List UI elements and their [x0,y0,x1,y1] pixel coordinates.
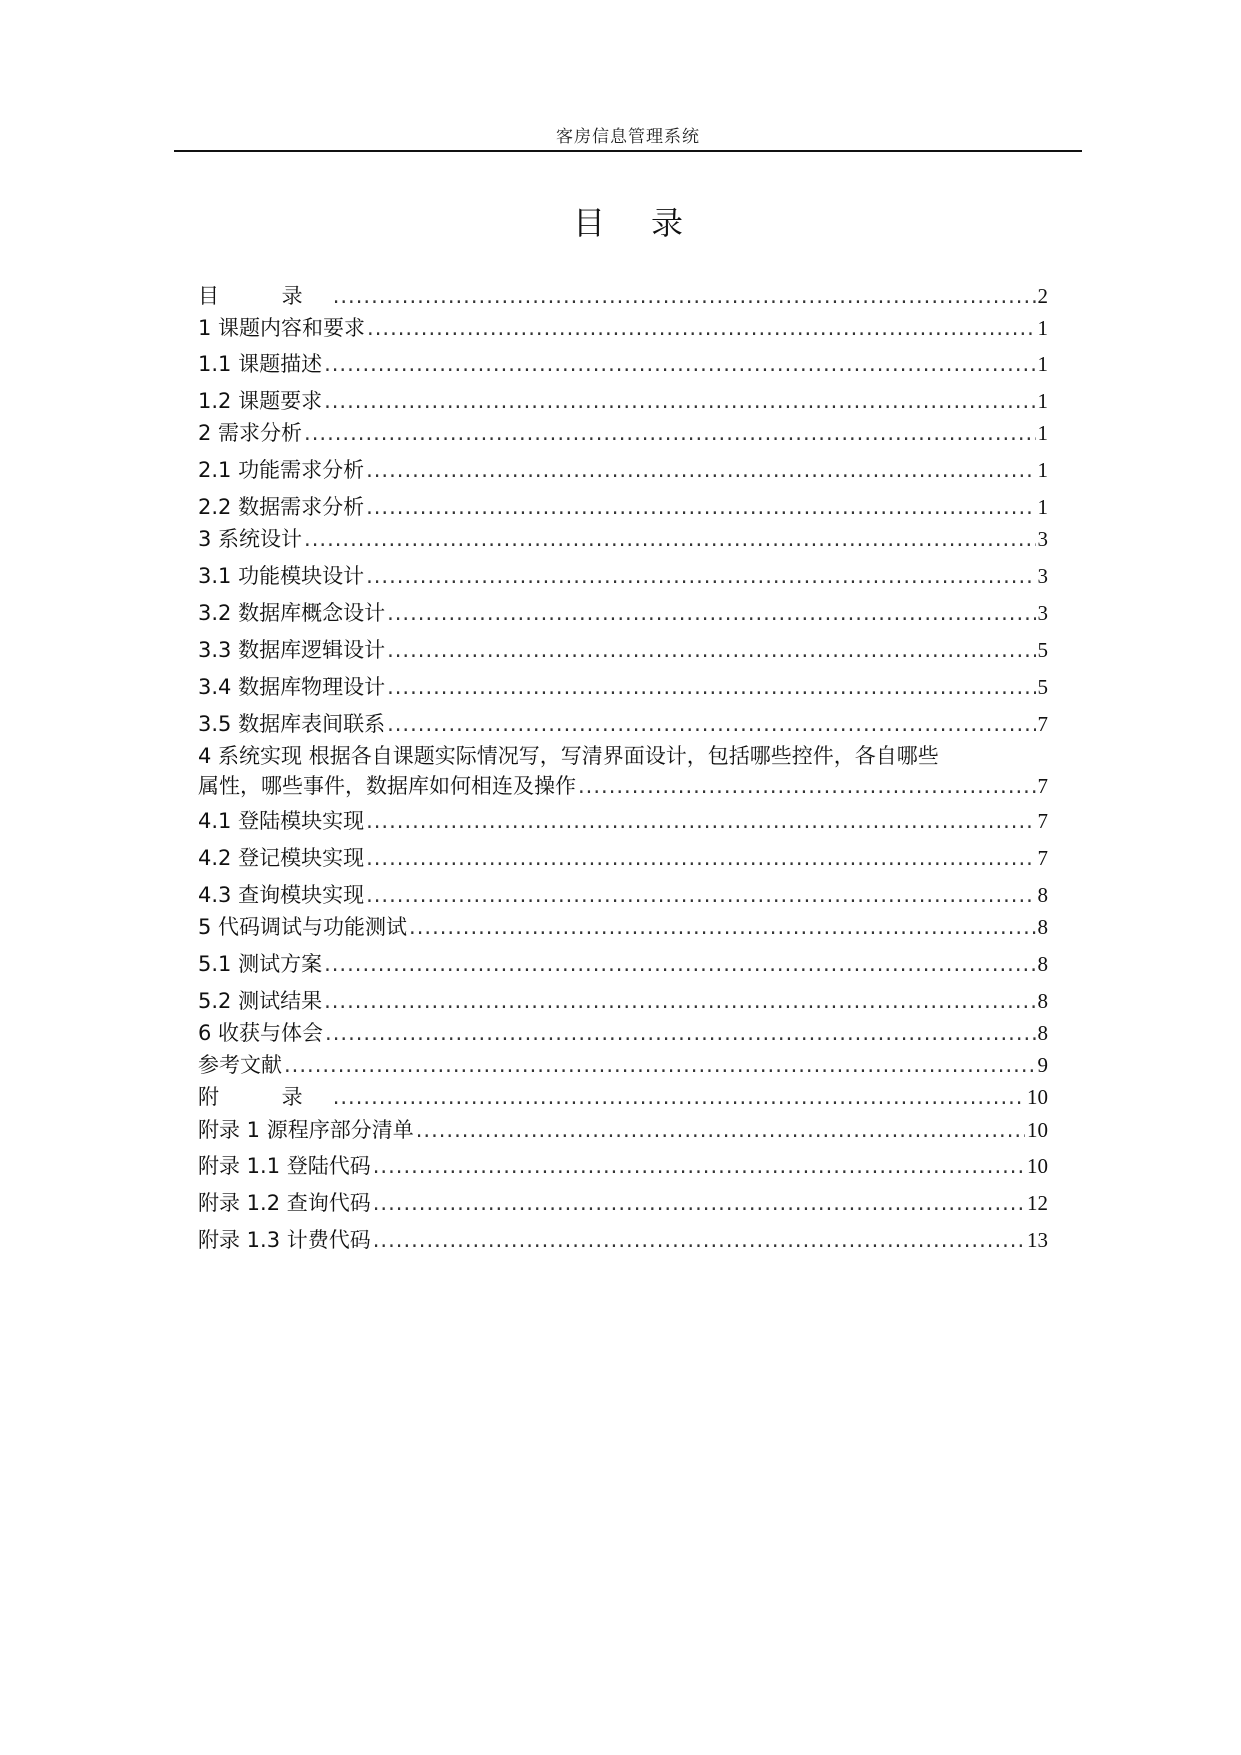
toc-entry-label: 3.4 数据库物理设计 [198,675,386,699]
toc-title: 目录 [572,204,729,242]
toc-entry-page: 9 [1037,1053,1048,1077]
toc-leader [325,1019,1035,1047]
toc-entry-label-line1: 4 系统实现 根据各自课题实际情况写，写清界面设计，包括哪些控件，各自哪些 [198,744,939,768]
toc-entry-page: 7 [1037,809,1048,833]
toc-entry-page: 2 [1037,284,1048,308]
toc-entry[interactable] [198,1189,1048,1217]
toc-entry[interactable] [198,419,1048,447]
toc-leader [367,314,1035,342]
toc-entry-label: 附 录 [198,1085,331,1109]
toc-entry[interactable] [198,1051,1048,1079]
toc-leader [387,636,1035,664]
toc-entry-page: 1 [1037,316,1048,340]
toc-entry[interactable] [198,599,1048,627]
toc-entry[interactable] [198,1226,1048,1254]
toc-entry[interactable] [198,881,1048,909]
toc-entry-page: 7 [1037,846,1048,870]
toc-entry-label: 5 代码调试与功能测试 [198,915,408,939]
toc-leader [387,599,1035,627]
toc-entry[interactable] [198,950,1048,978]
toc-leader [324,950,1035,978]
toc-entry[interactable] [198,1019,1048,1047]
toc-entry-page: 10 [1027,1085,1048,1109]
toc-entry-page: 8 [1037,952,1048,976]
toc-leader [373,1189,1025,1217]
toc-entry-label: 3.2 数据库概念设计 [198,601,386,625]
toc-entry-page: 1 [1037,352,1048,376]
toc-entry-label: 2 需求分析 [198,421,303,445]
toc-entry-page: 10 [1027,1154,1048,1178]
toc-entry-page: 12 [1027,1191,1048,1215]
toc-leader [387,710,1035,738]
toc-leader [578,772,1036,800]
toc-entry[interactable] [198,807,1048,835]
toc-entry[interactable] [198,1083,1048,1111]
toc-leader [366,807,1035,835]
toc-entry-label: 3 系统设计 [198,527,303,551]
toc-entry-page: 8 [1037,883,1048,907]
toc-leader [366,493,1035,521]
toc-entry-page: 7 [1037,774,1048,798]
toc-entry[interactable] [198,562,1048,590]
toc-entry-label: 参考文献 [198,1053,282,1077]
toc-entry-page: 3 [1037,564,1048,588]
toc-entry-page: 1 [1037,389,1048,413]
toc-leader [333,1083,1025,1111]
header-rule [174,150,1082,152]
toc-entry-label: 2.2 数据需求分析 [198,495,365,519]
toc-leader [333,282,1036,310]
toc-entry-label: 4.1 登陆模块实现 [198,809,365,833]
toc-entry-label: 附录 1.3 计费代码 [198,1228,371,1252]
toc-entry-page: 3 [1037,601,1048,625]
toc-leader [304,525,1035,553]
toc-entry-page: 3 [1037,527,1048,551]
toc-entry[interactable] [198,493,1048,521]
toc-entry-page: 5 [1037,675,1048,699]
toc-entry-label: 3.3 数据库逻辑设计 [198,638,386,662]
toc-leader [284,1051,1036,1079]
toc-entry-page: 5 [1037,638,1048,662]
toc-entry[interactable] [198,987,1048,1015]
toc-entry-label: 2.1 功能需求分析 [198,458,365,482]
toc-entry-page: 7 [1037,712,1048,736]
toc-entry-page: 8 [1037,915,1048,939]
toc-entry-page: 1 [1037,495,1048,519]
toc-entry-label: 附录 1.1 登陆代码 [198,1154,371,1178]
toc-entry[interactable] [198,742,1048,800]
toc-leader [324,350,1035,378]
toc-entry-label: 4.2 登记模块实现 [198,846,365,870]
toc-entry[interactable] [198,913,1048,941]
toc-entry[interactable] [198,456,1048,484]
toc-entry[interactable] [198,314,1048,342]
toc-leader [366,562,1035,590]
toc-leader [366,456,1035,484]
toc-leader [366,844,1035,872]
toc-entry[interactable] [198,844,1048,872]
toc-leader [304,419,1035,447]
toc-entry-page: 1 [1037,421,1048,445]
toc-entry-label: 3.1 功能模块设计 [198,564,365,588]
toc-entry-page: 8 [1037,1021,1048,1045]
toc-entry[interactable] [198,525,1048,553]
toc-entry-label: 1.1 课题描述 [198,352,323,376]
toc-entry-label: 6 收获与体会 [198,1021,324,1045]
toc-entry-label: 3.5 数据库表间联系 [198,712,386,736]
toc-entry-label: 4.3 查询模块实现 [198,883,365,907]
toc-entry[interactable] [198,710,1048,738]
toc-entry-label: 5.2 测试结果 [198,989,323,1013]
toc-entry[interactable] [198,1152,1048,1180]
toc-entry-page: 1 [1037,458,1048,482]
toc-entry[interactable] [198,387,1048,415]
toc-entry-page: 8 [1037,989,1048,1013]
toc-leader [416,1116,1025,1144]
toc-entry[interactable] [198,350,1048,378]
toc-entry-label: 附录 1.2 查询代码 [198,1191,371,1215]
toc-leader [373,1226,1025,1254]
toc-entry[interactable] [198,282,1048,310]
toc-entry-page: 13 [1027,1228,1048,1252]
toc-leader [366,881,1035,909]
running-header: 客房信息管理系统 [556,127,700,147]
toc-entry-label: 1.2 课题要求 [198,389,323,413]
toc-entry[interactable] [198,636,1048,664]
toc-entry-label: 5.1 测试方案 [198,952,323,976]
toc-leader [324,987,1035,1015]
toc-entry-label: 1 课题内容和要求 [198,316,366,340]
toc-leader [409,913,1035,941]
toc-leader [387,673,1035,701]
toc-entry-label-line2: 属性，哪些事件，数据库如何相连及操作 [198,774,576,798]
toc-entry[interactable] [198,1116,1048,1144]
toc-entry-page: 10 [1027,1118,1048,1142]
toc-entry[interactable] [198,673,1048,701]
toc-entry-label: 目 录 [198,284,331,308]
toc-entry-label: 附录 1 源程序部分清单 [198,1118,414,1142]
toc-leader [373,1152,1025,1180]
toc-leader [324,387,1035,415]
